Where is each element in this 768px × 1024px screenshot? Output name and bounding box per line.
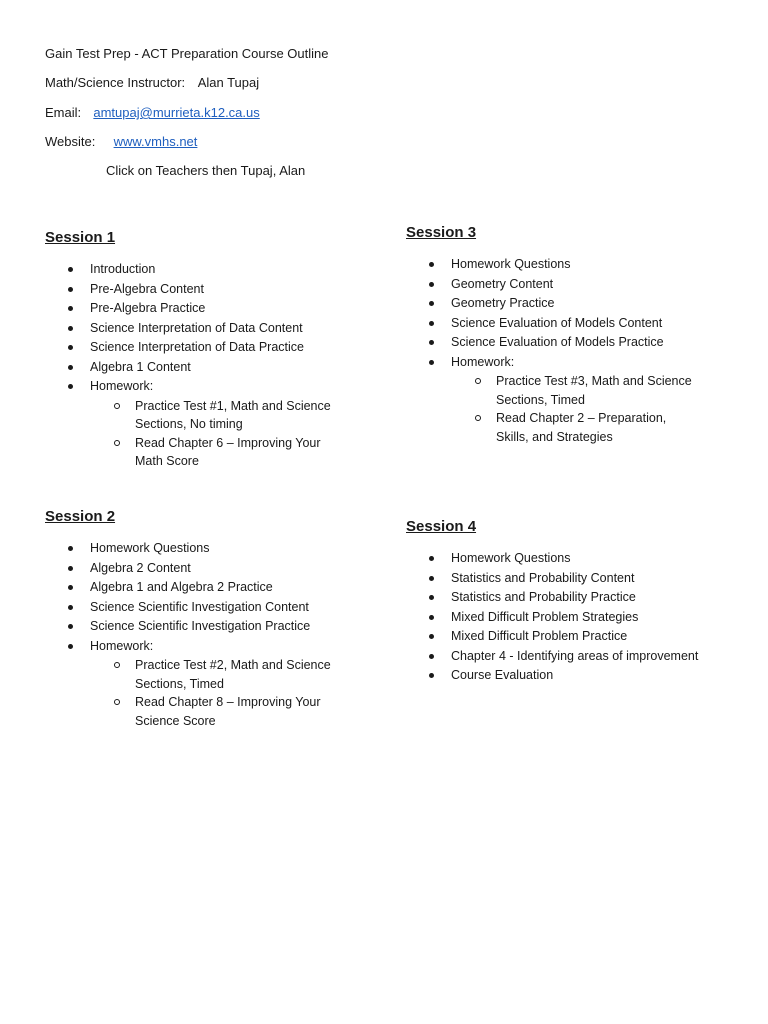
- list-item: Science Evaluation of Models Content: [406, 314, 746, 334]
- homework-item: Read Chapter 6 – Improving Your Math Score: [90, 434, 335, 471]
- list-item: Statistics and Probability Practice: [406, 588, 746, 608]
- email-link[interactable]: amtupaj@murrieta.k12.ca.us: [93, 105, 260, 120]
- homework-list: [451, 372, 746, 446]
- homework-label: Homework:: [90, 638, 154, 653]
- list-item: Homework Questions: [406, 549, 746, 569]
- homework-item: Practice Test #1, Math and Science Sections, No timing: [90, 397, 335, 434]
- list-item: Pre-Algebra Content: [45, 280, 375, 300]
- session-2: [45, 508, 375, 730]
- list-item: Homework Questions: [406, 255, 746, 275]
- list-item: Algebra 2 Content: [45, 559, 375, 579]
- homework-label: Homework:: [451, 354, 515, 369]
- session-3: [406, 224, 746, 446]
- list-item-homework: [45, 377, 375, 471]
- list-item: Science Scientific Investigation Content: [45, 598, 375, 618]
- session-4: [406, 518, 746, 686]
- list-item: Introduction: [45, 260, 375, 280]
- list-item: Pre-Algebra Practice: [45, 299, 375, 319]
- session-item-list: [406, 549, 746, 686]
- list-item: Geometry Practice: [406, 294, 746, 314]
- list-item: Mixed Difficult Problem Practice: [406, 627, 746, 647]
- session-title: Session 3: [406, 224, 477, 241]
- list-item-homework: [45, 637, 375, 731]
- list-item: Geometry Content: [406, 275, 746, 295]
- list-item: Mixed Difficult Problem Strategies: [406, 608, 746, 628]
- list-item: Science Evaluation of Models Practice: [406, 333, 746, 353]
- list-item: Homework Questions: [45, 539, 375, 559]
- homework-list: [90, 397, 375, 471]
- website-link[interactable]: www.vmhs.net: [113, 134, 198, 149]
- list-item: Statistics and Probability Content: [406, 569, 746, 589]
- session-item-list: [45, 260, 375, 471]
- list-item: Science Scientific Investigation Practice: [45, 617, 375, 637]
- list-item: Chapter 4 - Identifying areas of improvement: [406, 647, 746, 667]
- list-item: Course Evaluation: [406, 666, 746, 686]
- session-title: Session 4: [406, 518, 477, 535]
- instructor-line: [45, 75, 259, 91]
- homework-item: Practice Test #2, Math and Science Sections, Timed: [90, 656, 335, 693]
- session-1: [45, 229, 375, 471]
- homework-item: Read Chapter 2 – Preparation, Skills, and Strategies: [451, 409, 696, 446]
- homework-item: Practice Test #3, Math and Science Sections, Timed: [451, 372, 696, 409]
- website-line: [45, 134, 197, 150]
- homework-label: Homework:: [90, 379, 154, 393]
- list-item-homework: [406, 353, 746, 447]
- list-item: Algebra 1 Content: [45, 358, 375, 378]
- session-title: Session 1: [45, 229, 116, 246]
- email-line: [45, 105, 260, 121]
- homework-item: Read Chapter 8 – Improving Your Science Score: [90, 693, 335, 730]
- session-item-list: [45, 539, 375, 730]
- list-item: Science Interpretation of Data Practice: [45, 338, 375, 358]
- website-instructions: Click on Teachers then Tupaj, Alan: [106, 163, 306, 178]
- list-item: Science Interpretation of Data Content: [45, 319, 375, 339]
- instructor-name: Alan Tupaj: [197, 75, 260, 90]
- list-item: Algebra 1 and Algebra 2 Practice: [45, 578, 375, 598]
- website-label: Website:: [45, 134, 96, 149]
- session-title: Session 2: [45, 508, 116, 525]
- course-title: Gain Test Prep - ACT Preparation Course Outline: [45, 46, 329, 61]
- email-label: Email:: [45, 105, 82, 120]
- session-item-list: [406, 255, 746, 446]
- homework-list: [90, 656, 375, 730]
- instructor-label: Math/Science Instructor:: [45, 75, 186, 90]
